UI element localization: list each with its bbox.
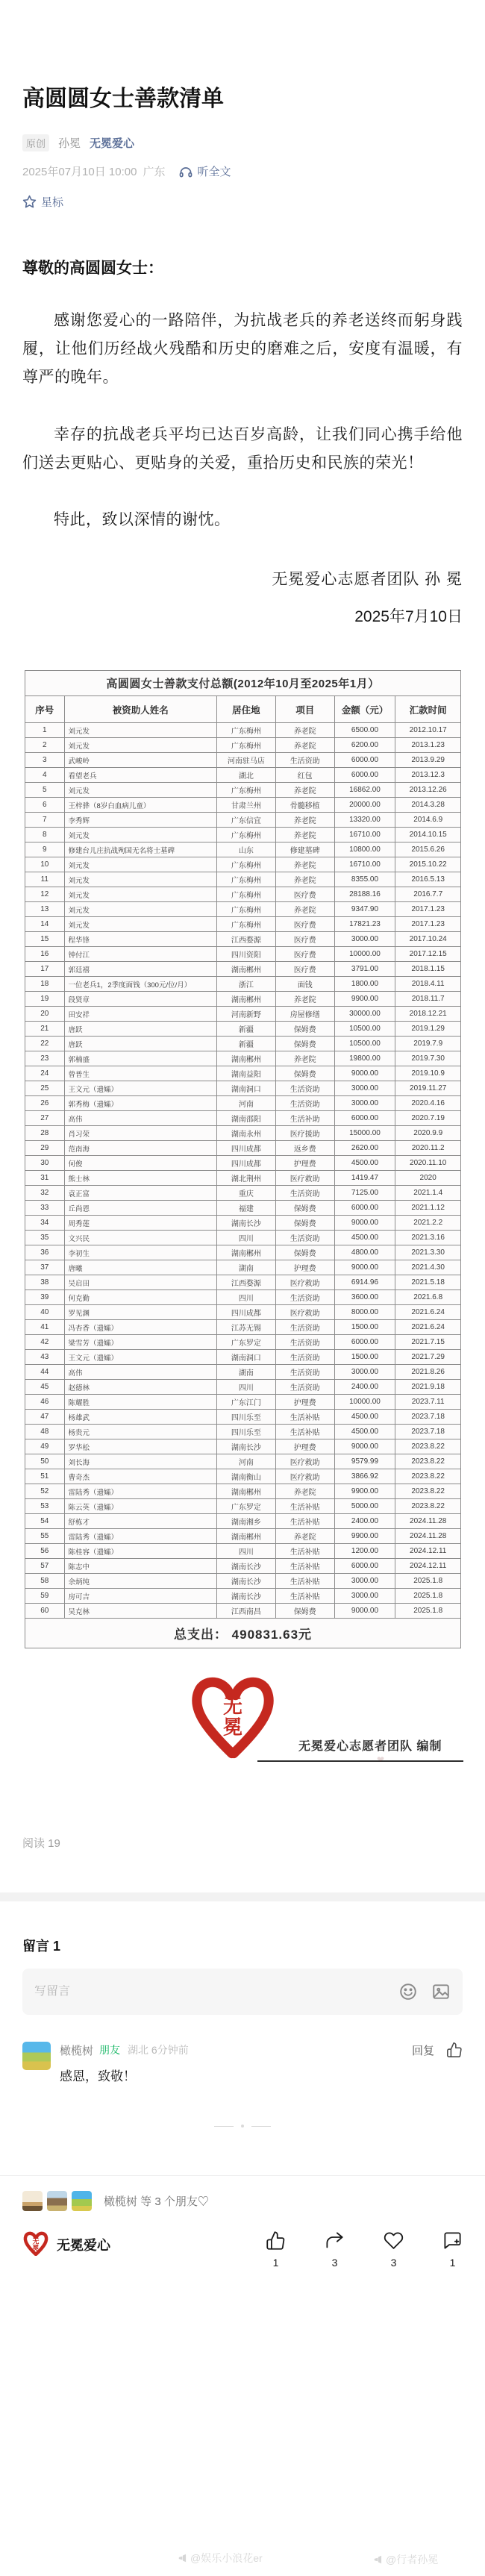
table-row: 28 肖习荣 湖南永州 医疗援助 15000.00 2020.9.9 — [25, 1126, 461, 1141]
table-row: 17 郭廷禧 湖南郴州 医疗费 3791.00 2018.1.15 — [25, 962, 461, 977]
letter-greeting: 尊敬的高圆圆女士： — [22, 260, 163, 277]
donation-table-image — [25, 670, 461, 1648]
table-row: 56 陈桂容（遗孀） 四川 生活补贴 1200.00 2024.12.11 — [25, 1544, 461, 1559]
table-row: 19 段贤章 湖南郴州 养老院 9900.00 2018.11.7 — [25, 992, 461, 1007]
table-row: 59 房可吉 湖南长沙 生活补贴 3000.00 2025.1.8 — [25, 1589, 461, 1604]
comments-title: 留言 1 — [22, 1939, 61, 1954]
svg-text:冕: 冕 — [223, 1717, 242, 1739]
friend-tag: 朋友 — [99, 2044, 121, 2057]
heart-icon — [384, 2230, 404, 2251]
table-row: 32 袁正富 重庆 生活资助 7125.00 2021.1.4 — [25, 1186, 461, 1201]
footer-account[interactable] — [22, 2230, 110, 2259]
footer-divider — [0, 2175, 485, 2176]
donation-table-body — [25, 671, 461, 1619]
table-row: 14 刘元发 广东梅州 医疗费 17821.23 2017.1.23 — [25, 917, 461, 932]
friend-avatar — [47, 2191, 67, 2211]
table-row: 52 雷陆秀（遗孀） 湖南郴州 养老院 9900.00 2023.8.22 — [25, 1484, 461, 1499]
table-row: 13 刘元发 广东梅州 养老院 9347.90 2017.1.23 — [25, 902, 461, 917]
svg-text:无: 无 — [32, 2237, 40, 2245]
table-row: 35 文兴民 四川 生活资助 4500.00 2021.3.16 — [25, 1231, 461, 1245]
table-row: 58 余炳纯 湖南长沙 生活补贴 3000.00 2025.1.8 — [25, 1574, 461, 1589]
logo-watermark: ❤ — [377, 1754, 385, 1766]
section-divider — [0, 1892, 485, 1901]
table-row: 36 李初生 湖南郴州 保姆费 4800.00 2021.3.30 — [25, 1245, 461, 1260]
table-row: 55 雷陆秀（遗孀） 湖南郴州 养老院 9900.00 2024.11.28 — [25, 1529, 461, 1544]
megaphone-icon — [373, 2554, 384, 2565]
publish-row — [22, 163, 463, 179]
table-row: 45 赵德林 四川 生活资助 2400.00 2021.9.18 — [25, 1380, 461, 1395]
like-count: 1 — [272, 2257, 279, 2269]
table-row: 20 田安祥 河南新野 房屋修缮 30000.00 2018.12.21 — [25, 1007, 461, 1022]
table-row: 40 罗见渊 四川成都 医疗救助 8000.00 2021.6.24 — [25, 1305, 461, 1320]
table-row: 48 杨贵元 四川乐至 生活补贴 4500.00 2023.7.18 — [25, 1425, 461, 1439]
svg-text:冕: 冕 — [32, 2244, 40, 2252]
table-row: 21 唐跃 新疆 保姆费 10500.00 2019.1.29 — [25, 1022, 461, 1037]
table-row: 2 刘元发 广东梅州 养老院 6200.00 2013.1.23 — [25, 738, 461, 753]
publish-location: 广东 — [143, 166, 166, 178]
read-count: 阅读 19 — [22, 1837, 60, 1851]
comment-plus-icon — [442, 2230, 463, 2251]
comment-input[interactable] — [34, 1985, 398, 1998]
comment-button[interactable] — [442, 2230, 463, 2269]
megaphone-icon — [178, 2553, 188, 2563]
total-amount: 总支出： 490831.63元 — [25, 1619, 461, 1648]
page-title: 高圆圆女士善款清单 — [22, 87, 224, 111]
table-row: 23 郭楠盛 湖南郴州 养老院 19800.00 2019.7.30 — [25, 1051, 461, 1066]
table-row: 47 杨雄武 四川乐至 生活补贴 4500.00 2023.7.18 — [25, 1410, 461, 1425]
column-header: 汇款时间 — [395, 696, 461, 723]
logo-underline — [257, 1760, 463, 1762]
footer-account-name[interactable]: 无冕爱心 — [57, 2238, 110, 2254]
table-row: 26 郭秀梅（遗孀） 河南 生活资助 3000.00 2020.4.16 — [25, 1096, 461, 1111]
table-row: 3 武峻岭 河南驻马店 生活资助 6000.00 2013.9.29 — [25, 753, 461, 768]
table-header-row — [25, 696, 461, 723]
publish-datetime: 2025年07月10日 10:00 — [22, 166, 137, 178]
friend-avatar — [72, 2191, 92, 2211]
author-name: 孙冕 — [58, 137, 81, 150]
letter-sign-date: 2025年7月10日 — [354, 608, 463, 626]
table-row: 10 刘元发 广东梅州 养老院 16710.00 2015.10.22 — [25, 857, 461, 872]
smiley-icon[interactable] — [398, 1982, 418, 2001]
table-row: 44 高伟 湖南 生活资助 3000.00 2021.8.26 — [25, 1365, 461, 1380]
table-row: 15 程华锋 江西婺源 医疗费 3000.00 2017.10.24 — [25, 932, 461, 947]
friend-avatar — [22, 2191, 43, 2211]
comment-input-box[interactable] — [22, 1969, 463, 2015]
table-row: 16 钟付江 四川资阳 医疗费 10000.00 2017.12.15 — [25, 947, 461, 962]
share-button[interactable] — [325, 2230, 345, 2269]
article-meta — [22, 134, 463, 151]
table-row: 38 吴启田 江西婺源 医疗救助 6914.96 2021.5.18 — [25, 1275, 461, 1290]
table-row: 18 一位老兵1，2季度面钱（300元/位/月） 浙江 面钱 1800.00 2018.4.11 — [25, 977, 461, 992]
comment-meta: 湖北 6分钟前 — [128, 2044, 189, 2057]
column-header: 居住地 — [216, 696, 275, 723]
watermark-left: @娱乐小浪花er — [178, 2551, 263, 2566]
table-total-row — [25, 1619, 461, 1648]
table-row: 46 陈耀胜 广东江门 护理费 10000.00 2023.7.11 — [25, 1395, 461, 1410]
end-marker — [0, 2125, 485, 2128]
star-label: 星标 — [41, 196, 64, 209]
table-row: 50 刘长海 河南 医疗救助 9579.99 2023.8.22 — [25, 1454, 461, 1469]
listen-label: 听全文 — [197, 166, 231, 178]
table-row: 31 熊士林 湖北荆州 医疗救助 1419.47 2020 — [25, 1171, 461, 1186]
table-row: 11 刘元发 广东梅州 养老院 8355.00 2016.5.13 — [25, 872, 461, 887]
table-row: 22 唐跃 新疆 保姆费 10500.00 2019.7.9 — [25, 1037, 461, 1051]
column-header: 被资助人姓名 — [64, 696, 216, 723]
table-row: 4 看望老兵 湖北 红包 6000.00 2013.12.3 — [25, 768, 461, 783]
table-row: 12 刘元发 广东梅州 医疗费 28188.16 2016.7.7 — [25, 887, 461, 902]
table-row: 9 修建台儿庄抗战殉国无名将士墓碑 山东 修建墓碑 10800.00 2015.6.26 — [25, 842, 461, 857]
table-row: 39 何克勤 四川 生活资助 3600.00 2021.6.8 — [25, 1290, 461, 1305]
star-button[interactable] — [22, 194, 463, 210]
friends-likes-row[interactable] — [22, 2191, 463, 2211]
column-header: 金额（元） — [334, 696, 395, 723]
commenter-name[interactable]: 橄榄树 — [60, 2044, 94, 2057]
table-row: 43 王文元（遗孀） 湖南洞口 生活资助 1500.00 2021.7.29 — [25, 1350, 461, 1365]
letter-paragraph: 特此，致以深情的谢忱。 — [54, 511, 231, 529]
table-row: 42 梁雪芳（遗孀） 广东罗定 生活资助 6000.00 2021.7.15 — [25, 1335, 461, 1350]
footer-action-bar — [22, 2230, 463, 2269]
headphone-icon — [178, 164, 193, 179]
heart-button[interactable] — [384, 2230, 404, 2269]
svg-text:无: 无 — [223, 1695, 242, 1718]
account-link[interactable]: 无冕爱心 — [90, 137, 135, 150]
donation-table — [25, 670, 461, 1648]
watermark-right: @行者孙冕 — [373, 2552, 438, 2567]
table-row: 25 王文元（遗孀） 湖南洞口 生活资助 3000.00 2019.11.27 — [25, 1081, 461, 1096]
table-row: 7 李秀辉 广东信宜 养老院 13320.00 2014.6.9 — [25, 813, 461, 828]
table-row: 49 罗华松 湖南长沙 护理费 9000.00 2023.8.22 — [25, 1439, 461, 1454]
heart-logo — [189, 1672, 277, 1769]
heart-count: 3 — [390, 2257, 397, 2269]
table-title: 高圆圆女士善款支付总额(2012年10月至2025年1月） — [25, 671, 461, 696]
team-logo-block — [0, 1665, 485, 1792]
commenter-avatar[interactable] — [22, 2042, 51, 2070]
original-badge: 原创 — [22, 134, 49, 151]
column-header: 序号 — [25, 696, 65, 723]
thumbs-up-icon — [266, 2230, 286, 2251]
comment-item — [22, 2042, 463, 2084]
table-row: 53 陈云英（遗孀） 广东罗定 生活补贴 5000.00 2023.8.22 — [25, 1499, 461, 1514]
table-row: 34 周秀莲 湖南长沙 保姆费 9000.00 2021.2.2 — [25, 1216, 461, 1231]
share-count: 3 — [331, 2257, 338, 2269]
table-row: 60 吴克林 江西南昌 保姆费 9000.00 2025.1.8 — [25, 1604, 461, 1619]
table-row: 29 范南海 四川成都 返乡费 2620.00 2020.11.2 — [25, 1141, 461, 1156]
table-row: 8 刘元发 广东梅州 养老院 16710.00 2014.10.15 — [25, 828, 461, 842]
reply-button[interactable]: 回复 — [411, 2044, 434, 2057]
comment-text: 感恩，致敬！ — [60, 2069, 136, 2084]
share-icon — [325, 2230, 345, 2251]
table-row: 41 冯杏香（遗孀） 江苏无锡 生活资助 1500.00 2021.6.24 — [25, 1320, 461, 1335]
thumbs-up-icon[interactable] — [446, 2042, 463, 2058]
star-icon — [22, 195, 37, 209]
letter-signature: 无冕爱心志愿者团队 孙 冕 — [272, 571, 463, 589]
table-row: 5 刘元发 广东梅州 养老院 16862.00 2013.12.26 — [25, 783, 461, 798]
image-icon[interactable] — [431, 1982, 451, 2001]
table-row: 6 王梓骅（8岁白血病儿童） 甘肃兰州 骨髓移植 20000.00 2014.3.28 — [25, 798, 461, 813]
table-row: 54 舒栋才 湖南湘乡 生活补贴 2400.00 2024.11.28 — [25, 1514, 461, 1529]
listen-button[interactable] — [178, 163, 231, 179]
table-row: 33 丘尚恩 福建 保姆费 6000.00 2021.1.12 — [25, 1201, 461, 1216]
table-row: 1 刘元发 广东梅州 养老院 6500.00 2012.10.17 — [25, 723, 461, 738]
letter-paragraph: 感谢您爱心的一路陪伴，为抗战老兵的养老送终而躬身践履，让他们历经战火残酷和历史的磨难之后，安度有温暖，有尊严的晚年。 — [22, 312, 463, 387]
friends-text: 橄榄树 等 3 个朋友♡ — [104, 2195, 209, 2209]
like-button[interactable] — [266, 2230, 286, 2269]
letter-paragraph: 幸存的抗战老兵平均已达百岁高龄，让我们同心携手给他们送去更贴心、更贴身的关爱，重拾历史和民族的荣光！ — [22, 425, 463, 472]
table-row: 27 高伟 湖南邵阳 生活补助 6000.00 2020.7.19 — [25, 1111, 461, 1126]
table-row: 57 陈志中 湖南长沙 生活补贴 6000.00 2024.12.11 — [25, 1559, 461, 1574]
heart-logo-small — [22, 2230, 49, 2259]
comment-count: 1 — [449, 2257, 456, 2269]
table-row: 24 曾普生 湖南益阳 保姆费 9000.00 2019.10.9 — [25, 1066, 461, 1081]
column-header: 项目 — [275, 696, 334, 723]
table-row: 30 何俊 四川成都 护理费 4500.00 2020.11.10 — [25, 1156, 461, 1171]
table-row: 37 唐曦 湖南 护理费 9000.00 2021.4.30 — [25, 1260, 461, 1275]
team-logo-caption: 无冕爱心志愿者团队 编制 — [298, 1740, 442, 1754]
table-row: 51 曹奇杰 湖南衡山 医疗救助 3866.92 2023.8.22 — [25, 1469, 461, 1484]
